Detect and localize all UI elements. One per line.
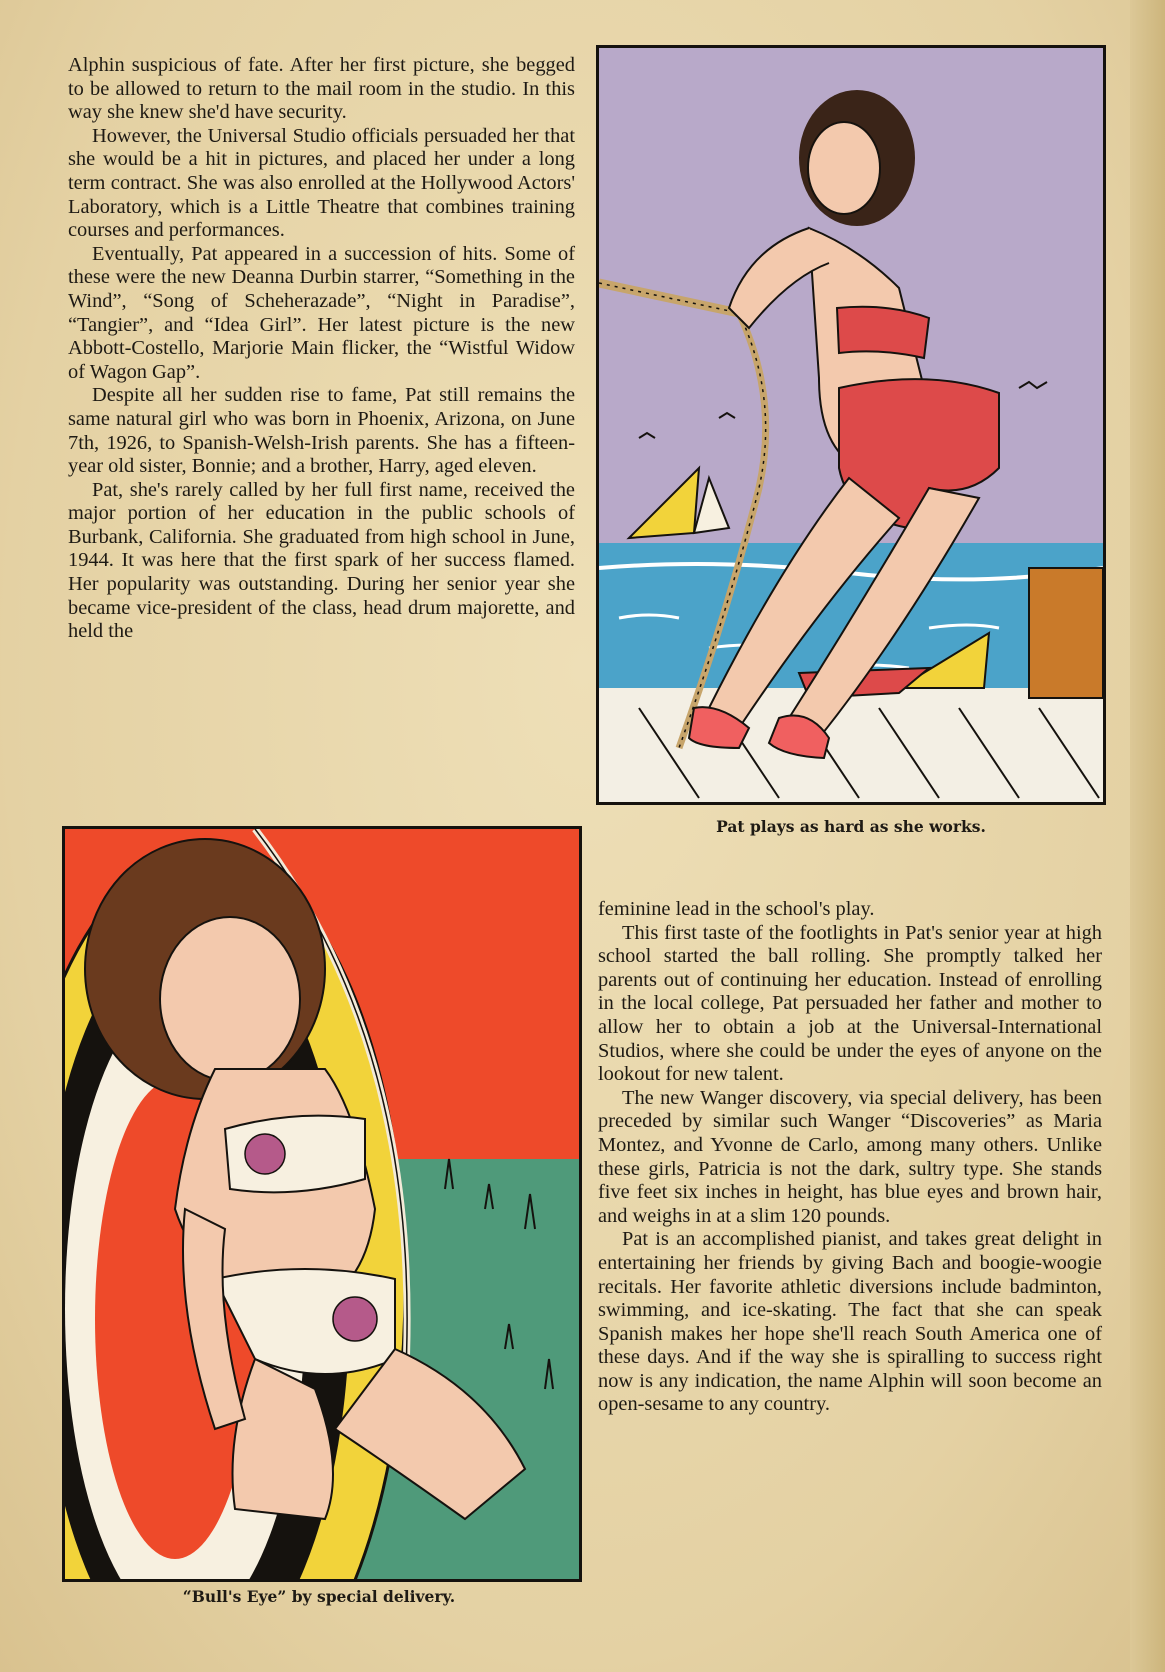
page-edge-shadow xyxy=(1130,0,1165,1672)
article-paragraph: Despite all her sudden rise to fame, Pat still remains the same natural girl who was born in Phoenix, Arizona, on June 7th, 1926, to Spanish-Welsh-Irish parents. She has a fifteen-year old sister, Bonnie; and a brother, Harry, aged eleven. xyxy=(68,384,575,478)
article-paragraph: Pat, she's rarely called by her full first name, received the major portion of her education in the public schools of Burbank, California. She graduated from high school in June, 1944. It was here that the first spark of her success flamed. Her popularity was outstanding. During her senior year she became vice-president of the class, head drum majorette, and held the xyxy=(68,478,575,643)
article-column-bottom xyxy=(598,898,1102,1417)
article-paragraph: feminine lead in the school's play. xyxy=(598,898,875,920)
article-paragraph: Eventually, Pat appeared in a succession of hits. Some of these were the new Deanna Durbin starrer, “Something in the Wind”, “Song of Scheherazade”, “Night in Paradise”, “Tangier”, and “Idea Girl”. Her latest picture is the new Abbott-Costello, Marjorie Main flicker, the “Wistful Widow of Wagon Gap”. xyxy=(68,242,575,383)
article-paragraph: However, the Universal Studio officials persuaded her that she would be a hit in pictures, and placed her under a long term contract. She was also enrolled at the Hollywood Actors' Laboratory, which is a Little Theatre that combines training courses and performances. xyxy=(68,124,575,242)
water-ski-artwork xyxy=(599,48,1103,802)
illustration-caption: Pat plays as hard as she works. xyxy=(716,817,986,836)
archery-artwork xyxy=(65,829,579,1579)
swimsuit-top xyxy=(837,307,929,358)
article-paragraph: Alphin suspicious of fate. After her first picture, she begged to be allowed to return to the mail room in the studio. In this way she knew she'd have security. xyxy=(68,54,575,124)
article-column-top xyxy=(68,54,575,644)
article-paragraph: Pat is an accomplished pianist, and takes great delight in entertaining her friends by giving Bach and boogie-woogie recitals. Her favorite athletic diversions include badminton, swimming, and ice-skating. The fact that she can speak Spanish makes her hope she'll reach South America one of these days. And if the way she is spiralling to success right now is any indication, the name Alphin will soon become an open-sesame to any country. xyxy=(598,1228,1102,1416)
face xyxy=(808,122,880,214)
face xyxy=(160,917,300,1081)
article-paragraph: The new Wanger discovery, via special delivery, has been preceded by similar such Wanger “Discoveries” as Maria Montez, and Yvonne de Carlo, among many others. Unlike these girls, Patricia is not the dark, sultry type. She stands five feet six inches in height, has blue eyes and brown hair, and weighs in at a slim 120 pounds. xyxy=(598,1086,1102,1227)
archery-target-illustration xyxy=(62,826,582,1582)
illustration-caption: “Bull's Eye” by special delivery. xyxy=(182,1587,456,1606)
article-paragraph: This first taste of the footlights in Pat's senior year at high school started the ball rolling. She promptly talked her parents out of continuing her education. Instead of enrolling in the local college, Pat persuaded her father and mother to allow her to obtain a job at the Universal-International Studios, where she could be under the eyes of anyone on the lookout for new talent. xyxy=(598,921,1102,1086)
water-ski-illustration xyxy=(596,45,1106,805)
pier-post xyxy=(1029,568,1103,698)
